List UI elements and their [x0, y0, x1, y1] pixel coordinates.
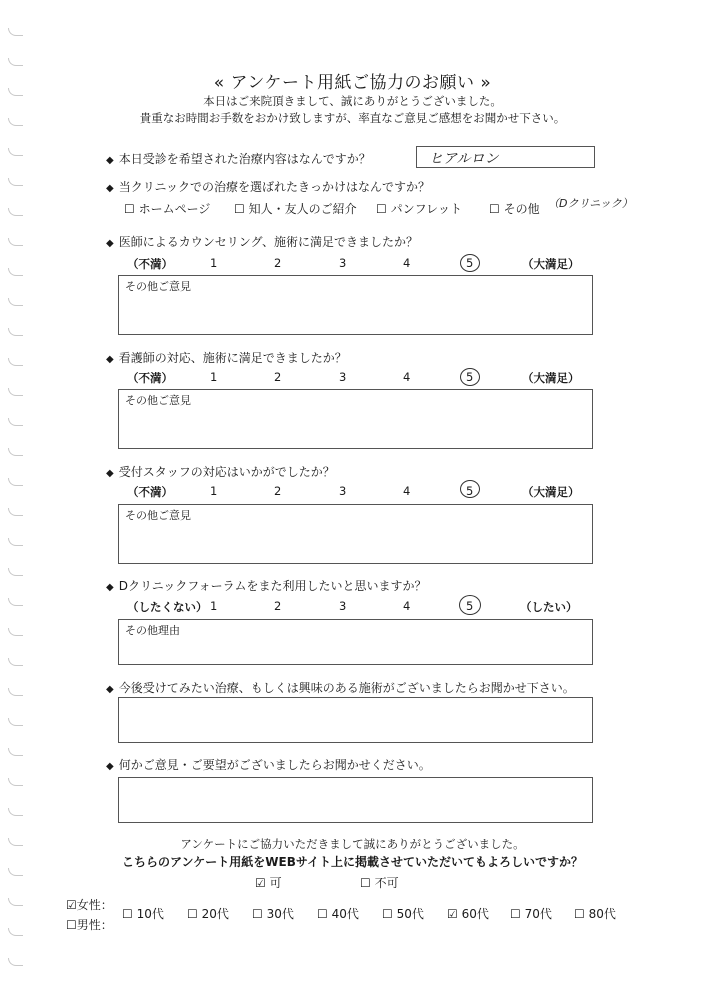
age-80s-option[interactable]: ☐ 80代 — [574, 907, 616, 921]
question-2: ◆ 当クリニックでの治療を選ばれたきっかけはなんですか？ — [106, 180, 430, 194]
permission-yes-option[interactable]: ☑ 可 — [255, 876, 282, 890]
q5-rating-scale — [0, 484, 705, 500]
diamond-icon: ◆ — [106, 183, 114, 194]
question-6: ◆ Dクリニックフォーラムをまた利用したいと思いますか？ — [106, 579, 427, 593]
question-8: ◆ 何かご意見・ご要望がございましたらお聞かせください。 — [106, 758, 431, 772]
q2-option-referral[interactable]: ☐ 知人・友人のご紹介 — [234, 202, 357, 216]
checkbox-icon: ☐ — [489, 202, 500, 216]
checkbox-icon: ☐ — [124, 202, 135, 216]
scale-left-label: （不満） — [127, 485, 173, 499]
age-10s-option[interactable]: ☐ 10代 — [122, 907, 164, 921]
rating-1[interactable]: 1 — [210, 599, 218, 613]
diamond-icon: ◆ — [106, 582, 114, 593]
q3-comment-box[interactable] — [118, 275, 593, 335]
age-30s-option[interactable]: ☐ 30代 — [252, 907, 294, 921]
age-60s-option[interactable]: ☑ 60代 — [447, 907, 489, 921]
rating-5[interactable]: 5 — [466, 599, 474, 613]
checkbox-icon: ☐ — [66, 918, 77, 932]
question-4: ◆ 看護師の対応、施術に満足できましたか？ — [106, 351, 347, 365]
checkbox-icon: ☐ — [574, 907, 585, 921]
scale-right-label: （大満足） — [522, 371, 580, 385]
comment-label: その他ご意見 — [125, 509, 191, 522]
diamond-icon: ◆ — [106, 468, 114, 479]
q2-option-other[interactable]: ☐ その他 — [489, 202, 540, 216]
question-3: ◆ 医師によるカウンセリング、施術に満足できましたか？ — [106, 235, 418, 249]
q2-other-answer: （Dクリニック） — [548, 197, 633, 210]
rating-4[interactable]: 4 — [403, 599, 411, 613]
q8-answer-box[interactable] — [118, 777, 593, 823]
checkbox-icon: ☐ — [252, 907, 263, 921]
rating-5[interactable]: 5 — [466, 256, 474, 270]
rating-2[interactable]: 2 — [274, 370, 282, 384]
diamond-icon: ◆ — [106, 354, 114, 365]
checked-checkbox-icon: ☑ — [255, 876, 266, 890]
q6-rating-scale — [0, 599, 705, 615]
checkbox-icon: ☐ — [382, 907, 393, 921]
rating-1[interactable]: 1 — [210, 370, 218, 384]
selected-circle-mark — [459, 595, 481, 615]
scale-right-label: （大満足） — [522, 257, 580, 271]
rating-3[interactable]: 3 — [339, 599, 347, 613]
q1-answer-text: ヒアルロン — [429, 151, 499, 167]
gender-female-option[interactable]: ☑女性： — [66, 898, 113, 912]
scale-left-label: （不満） — [127, 371, 173, 385]
gender-male-option[interactable]: ☐男性： — [66, 918, 113, 932]
checkbox-icon: ☐ — [360, 876, 371, 890]
comment-label: その他ご意見 — [125, 280, 191, 293]
rating-2[interactable]: 2 — [274, 256, 282, 270]
selected-circle-mark — [460, 368, 480, 386]
rating-3[interactable]: 3 — [339, 370, 347, 384]
rating-1[interactable]: 1 — [210, 484, 218, 498]
checkbox-icon: ☐ — [187, 907, 198, 921]
rating-4[interactable]: 4 — [403, 484, 411, 498]
checked-checkbox-icon: ☑ — [66, 898, 77, 912]
checked-checkbox-icon: ☑ — [447, 907, 458, 921]
age-70s-option[interactable]: ☐ 70代 — [510, 907, 552, 921]
checkbox-icon: ☐ — [234, 202, 245, 216]
intro-line-2: 貴重なお時間お手数をおかけ致しますが、率直なご意見ご感想をお聞かせ下さい。 — [139, 111, 566, 125]
scale-left-label: （不満） — [127, 257, 173, 271]
diamond-icon: ◆ — [106, 761, 114, 772]
scale-left-label: （したくない） — [127, 600, 208, 614]
rating-2[interactable]: 2 — [274, 599, 282, 613]
q6-comment-box[interactable] — [118, 619, 593, 665]
checkbox-icon: ☐ — [122, 907, 133, 921]
selected-circle-mark — [460, 480, 480, 498]
question-1: ◆ 本日受診を希望された治療内容はなんですか？ — [106, 152, 371, 166]
thanks-text: アンケートにご協力いただきまして誠にありがとうございました。 — [180, 837, 525, 851]
rating-5[interactable]: 5 — [466, 370, 474, 384]
q2-option-homepage[interactable]: ☐ ホームページ — [124, 202, 211, 216]
age-50s-option[interactable]: ☐ 50代 — [382, 907, 424, 921]
rating-4[interactable]: 4 — [403, 370, 411, 384]
question-5: ◆ 受付スタッフの対応はいかがでしたか？ — [106, 465, 335, 479]
rating-2[interactable]: 2 — [274, 484, 282, 498]
comment-label: その他理由 — [125, 624, 180, 637]
q4-rating-scale — [0, 370, 705, 386]
page-title: « アンケート用紙ご協力のお願い » — [213, 73, 492, 93]
q7-answer-box[interactable] — [118, 697, 593, 743]
diamond-icon: ◆ — [106, 684, 114, 695]
q3-rating-scale — [0, 256, 705, 272]
scale-right-label: （大満足） — [522, 485, 580, 499]
rating-5[interactable]: 5 — [466, 484, 474, 498]
checkbox-icon: ☐ — [510, 907, 521, 921]
intro-line-1: 本日はご来院頂きまして、誠にありがとうございました。 — [203, 94, 502, 108]
checkbox-icon: ☐ — [376, 202, 387, 216]
permission-question: こちらのアンケート用紙をWEBサイト上に掲載させていただいてもよろしいですか？ — [121, 855, 584, 869]
q4-comment-box[interactable] — [118, 389, 593, 449]
rating-3[interactable]: 3 — [339, 484, 347, 498]
q2-option-pamphlet[interactable]: ☐ パンフレット — [376, 202, 462, 216]
comment-label: その他ご意見 — [125, 394, 191, 407]
permission-no-option[interactable]: ☐ 不可 — [360, 876, 399, 890]
q1-answer-field[interactable] — [416, 146, 595, 168]
scale-right-label: （したい） — [520, 600, 578, 614]
age-20s-option[interactable]: ☐ 20代 — [187, 907, 229, 921]
selected-circle-mark — [460, 254, 480, 272]
question-7: ◆ 今後受けてみたい治療、もしくは興味のある施術がございましたらお聞かせ下さい。 — [106, 681, 575, 695]
rating-4[interactable]: 4 — [403, 256, 411, 270]
q5-comment-box[interactable] — [118, 504, 593, 564]
rating-3[interactable]: 3 — [339, 256, 347, 270]
diamond-icon: ◆ — [106, 155, 114, 166]
rating-1[interactable]: 1 — [210, 256, 218, 270]
age-40s-option[interactable]: ☐ 40代 — [317, 907, 359, 921]
diamond-icon: ◆ — [106, 238, 114, 249]
checkbox-icon: ☐ — [317, 907, 328, 921]
